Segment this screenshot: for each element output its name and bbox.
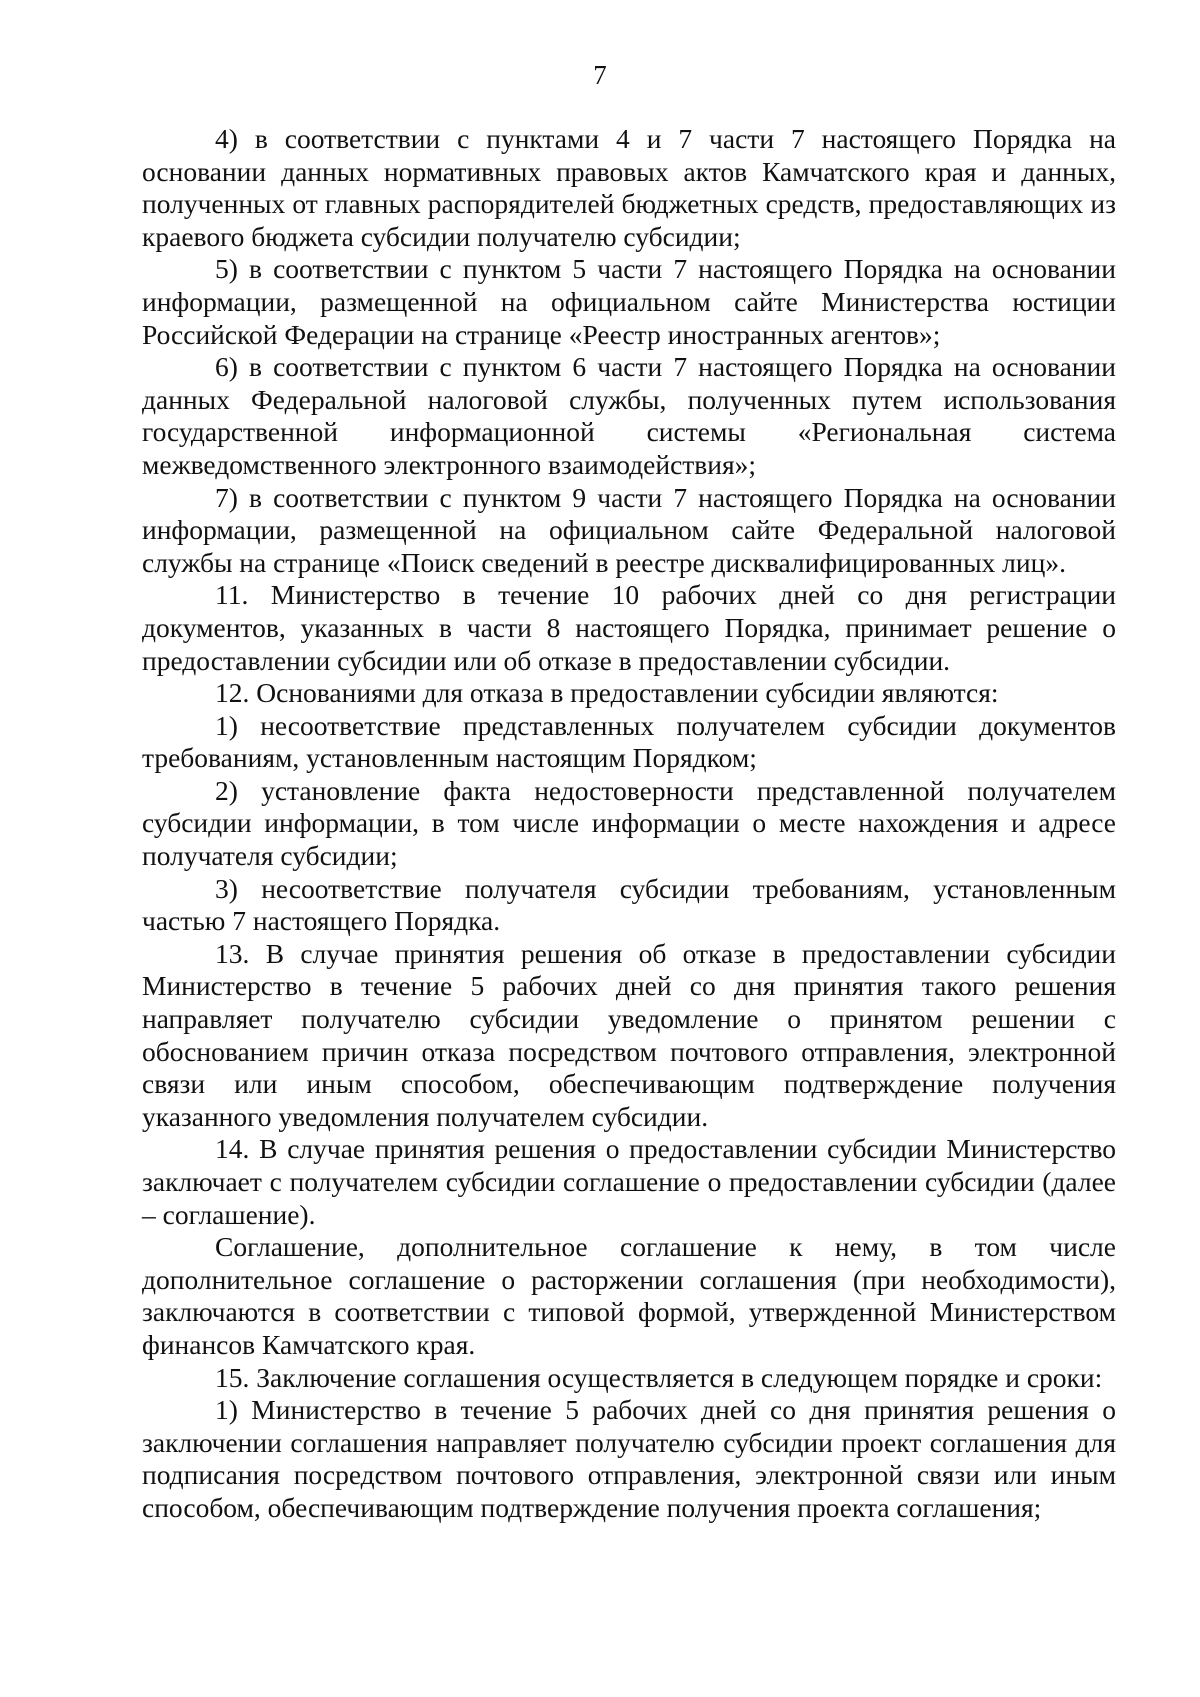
document-body bbox=[142, 123, 1116, 1525]
paragraph-section-13: 13. В случае принятия решения об отказе в предоставлении субсидии Министерство в течение 5 рабочих дней со дня принятия такого решения направляет получателю субсидии уведомление о принятом решении с обоснованием причин отказа посредством почтового отправления, электронной связи или иным способом, обеспечивающим подтверждение получения указанного уведомления получателем субсидии. bbox=[142, 937, 1116, 1132]
paragraph-item-4: 4) в соответствии с пунктами 4 и 7 части 7 настоящего Порядка на основании данных нормативных правовых актов Камчатского края и данных, полученных от главных распорядителей бюджетных средств, предоставляющих из краевого бюджета субсидии получателю субсидии; bbox=[142, 123, 1116, 252]
paragraph-refusal-3: 3) несоответствие получателя субсидии требованиям, установленным частью 7 настоящего Порядка. bbox=[142, 872, 1116, 937]
paragraph-section-11: 11. Министерство в течение 10 рабочих дней со дня регистрации документов, указанных в части 8 настоящего Порядка, принимает решение о предоставлении субсидии или об отказе в предоставлении субсидии. bbox=[142, 579, 1116, 676]
paragraph-item-7: 7) в соответствии с пунктом 9 части 7 настоящего Порядка на основании информации, размещенной на официальном сайте Федеральной налоговой службы на странице «Поиск сведений в реестре дисквалифицированных лиц». bbox=[142, 481, 1116, 578]
paragraph-item-5: 5) в соответствии с пунктом 5 части 7 настоящего Порядка на основании информации, размещенной на официальном сайте Министерства юстиции Российской Федерации на странице «Реестр иностранных агентов»; bbox=[142, 253, 1116, 350]
paragraph-section-15: 15. Заключение соглашения осуществляется в следующем порядке и сроки: bbox=[215, 1361, 1103, 1393]
page-number: 7 bbox=[593, 60, 607, 90]
paragraph-refusal-2: 2) установление факта недостоверности представленной получателем субсидии информации, в том числе информации о месте нахождения и адресе получателя субсидии; bbox=[142, 774, 1116, 872]
paragraph-procedure-1: 1) Министерство в течение 5 рабочих дней со дня принятия решения о заключении соглашения направляет получателю субсидии проект соглашения для подписания посредством почтового отправления, электронной связи или иным способом, обеспечивающим подтверждение получения проекта соглашения; bbox=[142, 1394, 1116, 1523]
paragraph-section-14: 14. В случае принятия решения о предоставлении субсидии Министерство заключает с получателем субсидии соглашение о предоставлении субсидии (далее – соглашение). bbox=[142, 1133, 1116, 1230]
paragraph-item-6: 6) в соответствии с пунктом 6 части 7 настоящего Порядка на основании данных Федеральной налоговой службы, полученных путем использования государственной информационной системы «Региональная система межведомственного электронного взаимодействия»; bbox=[142, 351, 1116, 480]
paragraph-agreement: Соглашение, дополнительное соглашение к нему, в том числе дополнительное соглашение о расторжении соглашения (при необходимости), заключаются в соответствии с типовой формой, утвержденной Министерством финансов Камчатского края. bbox=[142, 1231, 1116, 1360]
paragraph-section-12: 12. Основаниями для отказа в предоставлении субсидии являются: bbox=[215, 677, 999, 709]
paragraph-refusal-1: 1) несоответствие представленных получателем субсидии документов требованиям, установленным настоящим Порядком; bbox=[142, 709, 1116, 774]
